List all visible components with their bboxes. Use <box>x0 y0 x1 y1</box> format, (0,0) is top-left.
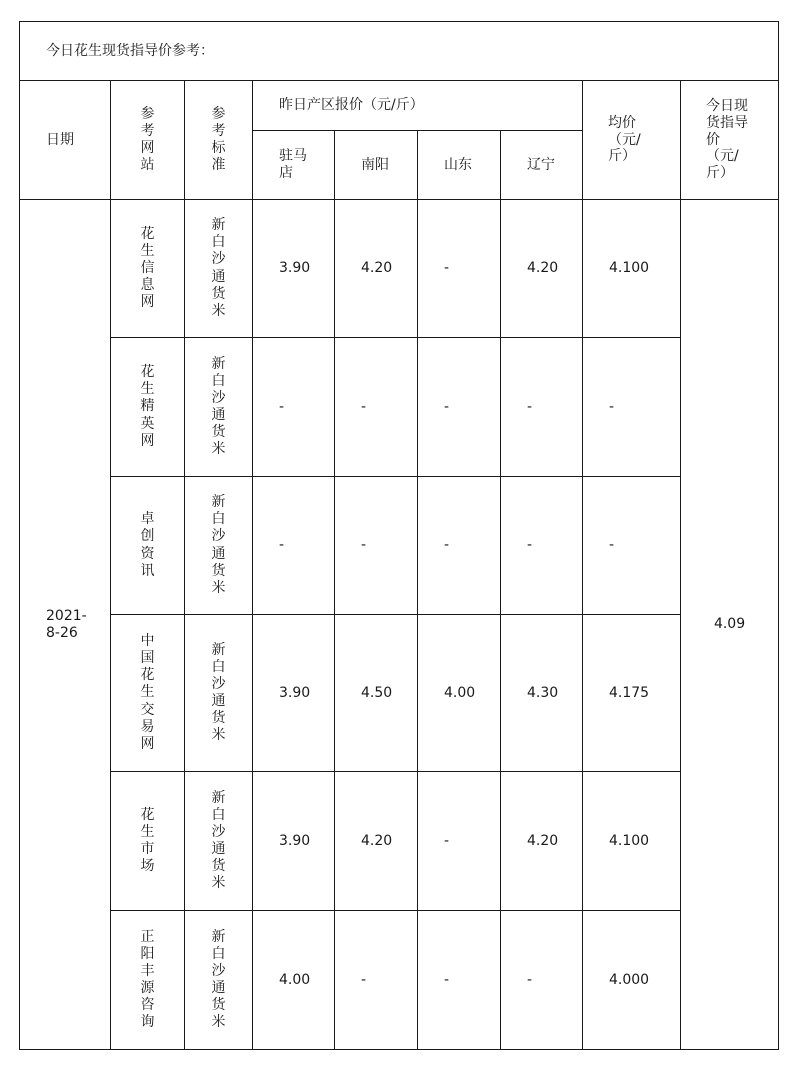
date-cell <box>20 200 111 1050</box>
price-zhumadian: 3.90 <box>253 200 335 338</box>
price-liaoning: - <box>501 338 583 477</box>
table-row <box>20 772 779 911</box>
standard-name: 新白沙通货米 <box>211 641 226 744</box>
site-cell <box>111 338 185 477</box>
header-yesterday-quote: 昨日产区报价（元/斤） <box>253 81 583 131</box>
header-region-liaoning: 辽宁 <box>501 131 583 200</box>
date-line: 2021- <box>46 607 87 624</box>
table-row <box>20 911 779 1050</box>
standard-cell <box>185 772 253 911</box>
header-guide-line: 斤） <box>706 165 734 182</box>
header-standard-text: 参考标准 <box>211 105 226 174</box>
price-average: - <box>583 477 681 615</box>
price-average: 4.175 <box>583 615 681 772</box>
price-shandong: - <box>418 477 501 615</box>
table-title: 今日花生现货指导价参考： <box>20 22 779 81</box>
table-row <box>20 615 779 772</box>
site-name: 花生信息网 <box>140 225 155 311</box>
price-zhumadian: 3.90 <box>253 772 335 911</box>
site-cell <box>111 200 185 338</box>
header-site-text: 参考网站 <box>140 105 155 174</box>
price-liaoning: 4.30 <box>501 615 583 772</box>
standard-name: 新白沙通货米 <box>211 494 226 596</box>
site-name: 花生市场 <box>140 806 155 875</box>
header-site <box>111 81 185 200</box>
header-average-line: （元/ <box>608 131 641 148</box>
price-zhumadian: - <box>253 477 335 615</box>
site-name: 花生精英网 <box>140 364 155 449</box>
table-row <box>20 338 779 477</box>
header-guide-line: 货指导 <box>706 114 748 131</box>
header-region-shandong: 山东 <box>418 131 501 200</box>
date-line: 8-26 <box>46 624 78 641</box>
header-standard <box>185 81 253 200</box>
price-shandong: 4.00 <box>418 615 501 772</box>
table-row <box>20 200 779 338</box>
header-guide-line: （元/ <box>706 148 739 165</box>
price-zhumadian: - <box>253 338 335 477</box>
price-table <box>19 21 779 1050</box>
price-nanyang: 4.20 <box>335 200 418 338</box>
standard-cell <box>185 338 253 477</box>
price-shandong: - <box>418 338 501 477</box>
price-shandong: - <box>418 200 501 338</box>
site-cell <box>111 615 185 772</box>
standard-name: 新白沙通货米 <box>211 789 226 892</box>
standard-cell <box>185 477 253 615</box>
table-row <box>20 477 779 615</box>
price-nanyang: - <box>335 477 418 615</box>
header-guide-line: 今日现 <box>706 98 748 114</box>
price-liaoning: - <box>501 911 583 1050</box>
site-name: 中国花生交易网 <box>140 633 155 752</box>
header-region-zhumadian <box>253 131 335 200</box>
price-shandong: - <box>418 911 501 1050</box>
price-shandong: - <box>418 772 501 911</box>
price-nanyang: - <box>335 338 418 477</box>
site-cell <box>111 772 185 911</box>
price-zhumadian: 4.00 <box>253 911 335 1050</box>
price-nanyang: - <box>335 911 418 1050</box>
standard-cell <box>185 911 253 1050</box>
price-liaoning: - <box>501 477 583 615</box>
standard-cell <box>185 615 253 772</box>
site-name: 正阳丰源咨询 <box>140 928 155 1031</box>
price-nanyang: 4.20 <box>335 772 418 911</box>
site-name: 卓创资讯 <box>140 511 155 579</box>
header-average-line: 均价 <box>608 114 636 131</box>
price-average: 4.100 <box>583 200 681 338</box>
header-date: 日期 <box>20 81 111 200</box>
header-guide-price <box>681 81 779 200</box>
standard-cell <box>185 200 253 338</box>
standard-name: 新白沙通货米 <box>211 217 226 319</box>
price-liaoning: 4.20 <box>501 200 583 338</box>
site-cell <box>111 477 185 615</box>
header-average-line: 斤） <box>608 148 636 165</box>
price-nanyang: 4.50 <box>335 615 418 772</box>
price-average: 4.100 <box>583 772 681 911</box>
header-region-nanyang: 南阳 <box>335 131 418 200</box>
site-cell <box>111 911 185 1050</box>
price-average: - <box>583 338 681 477</box>
guide-price-value: 4.09 <box>681 200 779 1050</box>
header-region-zhumadian-text: 驻马店 <box>279 148 307 181</box>
price-liaoning: 4.20 <box>501 772 583 911</box>
header-guide-line: 价 <box>706 131 720 148</box>
price-zhumadian: 3.90 <box>253 615 335 772</box>
header-average <box>583 81 681 200</box>
standard-name: 新白沙通货米 <box>211 355 226 458</box>
price-average: 4.000 <box>583 911 681 1050</box>
standard-name: 新白沙通货米 <box>211 928 226 1031</box>
